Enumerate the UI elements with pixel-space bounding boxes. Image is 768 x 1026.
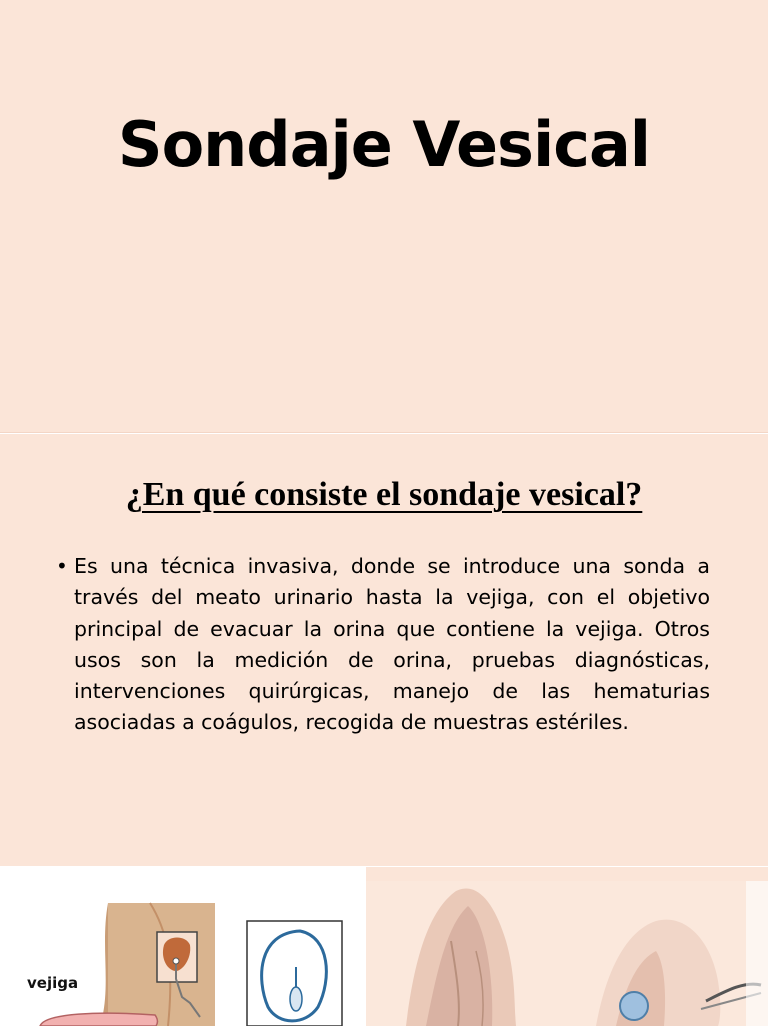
definition-bullet <box>56 551 710 739</box>
procedure-drawing <box>366 881 768 1026</box>
definition-heading-text: ¿En qué consiste el sondaje vesical? <box>125 476 643 513</box>
anatomy-illustration <box>0 867 366 1026</box>
definition-heading <box>0 476 768 514</box>
vejiga-label: vejiga <box>27 974 79 992</box>
slide-title <box>0 0 768 433</box>
slide-illustrations <box>0 866 768 1026</box>
bullet-icon: • <box>56 554 68 578</box>
slide-title-text: Sondaje Vesical <box>117 108 651 181</box>
definition-bullet-text: Es una técnica invasiva, donde se introduce una sonda a través del meato urinario hasta la vejiga, con el objetivo principal de evacuar la orina que contiene la vejiga. Otros usos son la medición de orina, pruebas diagnósticas, intervenciones quirúrgicas, manejo de las hematurias asociadas a coágulos, recogida de muestras estériles. <box>74 554 710 735</box>
anatomy-drawing <box>0 867 366 1026</box>
procedure-illustration <box>366 881 768 1026</box>
